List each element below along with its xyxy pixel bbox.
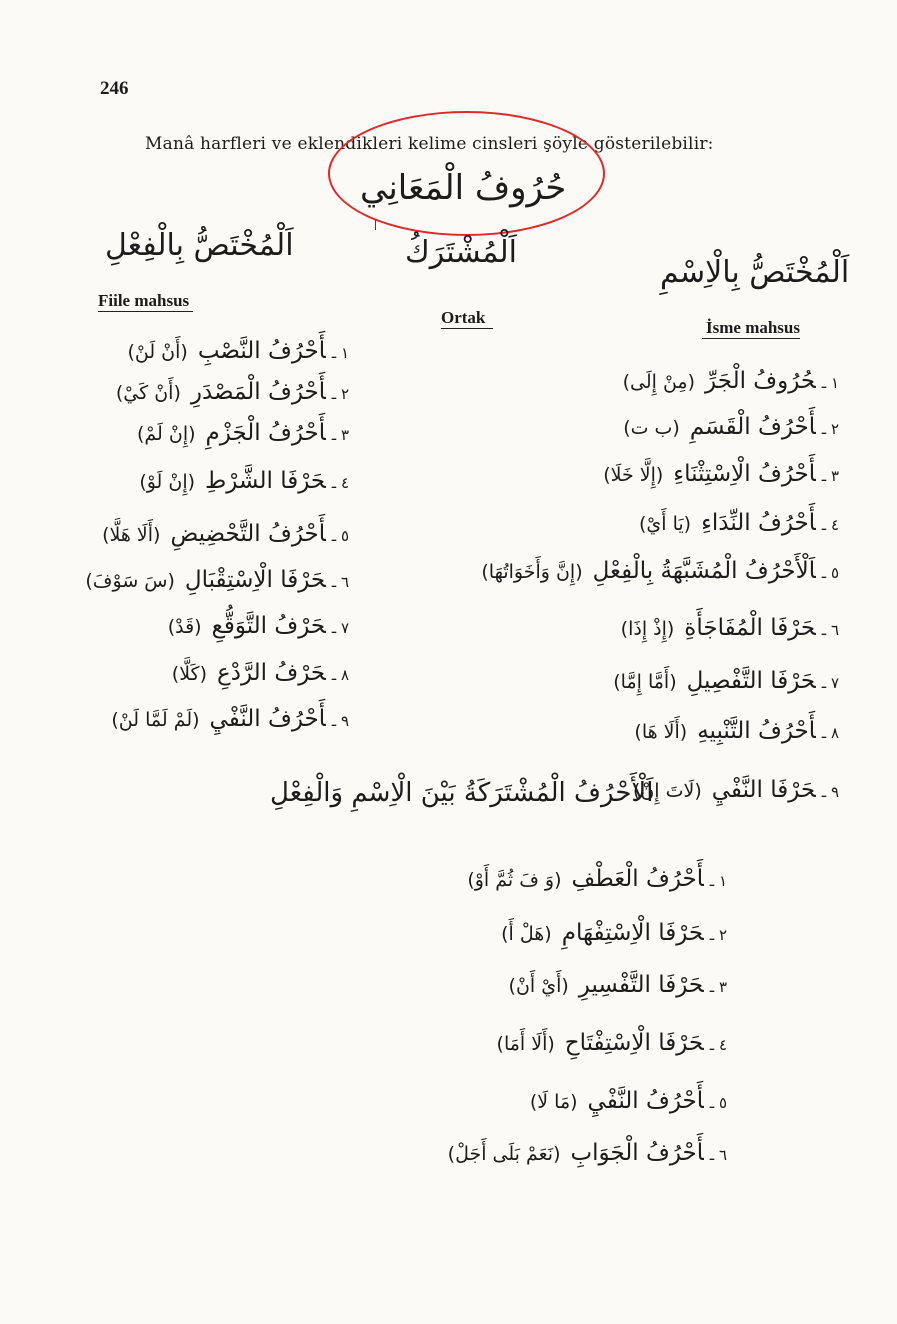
column-title-isim: اَلْمُخْتَصُّ بِالْاِسْمِ	[660, 255, 850, 290]
item-number: ٤ ـ	[821, 516, 839, 534]
item-example: (أَلَا هَلَّا)	[102, 524, 161, 546]
item-name: حَرْفَا التَّفْسِيرِ	[578, 972, 704, 998]
isim-item	[633, 777, 839, 803]
item-example: (سَ سَوْفَ)	[85, 570, 175, 592]
fiil-item	[111, 706, 349, 732]
label-isim: İsme mahsus	[702, 318, 800, 339]
item-example: (هَلْ أَ)	[501, 923, 552, 945]
margin-mark	[375, 220, 382, 230]
main-title: حُرُوفُ الْمَعَانِي	[360, 168, 567, 208]
item-number: ٦ ـ	[331, 573, 349, 591]
item-number: ٥ ـ	[709, 1094, 727, 1112]
item-name: حَرْفَا الشَّرْطِ	[205, 468, 326, 494]
label-fiil: Fiile mahsus	[98, 291, 193, 312]
item-name: حَرْفَا الْاِسْتِفْهَامِ	[561, 920, 704, 946]
item-example: (إِذْ إِذَا)	[620, 618, 675, 640]
item-number: ١ ـ	[709, 872, 727, 890]
item-number: ٨ ـ	[331, 666, 349, 684]
item-example: (قَدْ)	[167, 616, 202, 638]
item-number: ٤ ـ	[709, 1036, 727, 1054]
item-number: ٦ ـ	[709, 1146, 727, 1164]
item-name: أَحْرُفُ الْقَسَمِ	[689, 414, 816, 440]
item-example: (إِنْ لَوْ)	[139, 471, 196, 493]
item-example: (لَاتَ إِنْ)	[632, 780, 702, 802]
column-title-fiil: اَلْمُخْتَصُّ بِالْفِعْلِ	[105, 228, 294, 263]
isim-item	[621, 615, 839, 641]
item-number: ٥ ـ	[331, 527, 349, 545]
item-name: حَرْفَا الْاِسْتِقْبَالِ	[184, 567, 326, 593]
item-example: (نَعَمْ بَلَى أَجَلْ)	[447, 1143, 561, 1165]
item-name: أَحْرُفُ النَّصْبِ	[197, 338, 326, 364]
isim-item	[623, 414, 839, 440]
item-name: أَحْرُفُ الْعَطْفِ	[571, 866, 704, 892]
item-number: ٨ ـ	[821, 724, 839, 742]
item-example: (إِلَّا خَلَا)	[603, 464, 664, 486]
isim-item	[634, 718, 839, 744]
item-number: ٣ ـ	[821, 467, 839, 485]
item-number: ٩ ـ	[821, 783, 839, 801]
item-example: (لَمْ لَمَّا لَنْ)	[111, 709, 200, 731]
isim-item	[639, 510, 839, 536]
fiil-item	[139, 468, 349, 494]
item-example: (أَنْ كَيْ)	[115, 382, 181, 404]
shared-item	[497, 1030, 727, 1056]
item-example: (إِنَّ وَأَخَوَاتُهَا)	[481, 561, 583, 583]
bottom-title: اَلْأَحْرُفُ الْمُشْتَرَكَةُ بَيْنَ الْاِسْمِ وَالْفِعْلِ	[270, 778, 654, 808]
item-example: (أَمَّا إِمَّا)	[613, 671, 677, 693]
item-name: حَرْفُ الرَّدْعِ	[217, 660, 326, 686]
item-name: أَحْرُفُ الْاِسْتِثْنَاءِ	[673, 461, 816, 487]
fiil-item	[172, 660, 349, 686]
shared-item	[501, 920, 727, 946]
item-name: حَرْفُ التَّوَقُّعِ	[211, 613, 326, 639]
item-example: (أَلَا هَا)	[634, 721, 688, 743]
item-name: أَحْرُفُ التَّحْضِيضِ	[170, 521, 326, 547]
item-name: حَرْفَا الْاِسْتِفْتَاحِ	[564, 1030, 704, 1056]
intro-text: Manâ harfleri ve eklendikleri kelime cinsleri şöyle gösterilebilir:	[145, 134, 714, 154]
item-number: ١ ـ	[821, 374, 839, 392]
item-name: اَلْأَحْرُفُ الْمُشَبَّهَةُ بِالْفِعْلِ	[592, 558, 816, 584]
item-number: ٧ ـ	[331, 619, 349, 637]
fiil-item	[102, 521, 349, 547]
item-example: (ب ت)	[623, 417, 680, 439]
item-name: حَرْفَا النَّفْيِ	[711, 777, 816, 803]
item-number: ٦ ـ	[821, 621, 839, 639]
label-ortak: Ortak	[441, 308, 493, 329]
item-name: أَحْرُفُ النَّفْيِ	[587, 1088, 704, 1114]
item-name: حَرْفَا الْمُفَاجَأَةِ	[684, 615, 816, 641]
item-number: ١ ـ	[331, 344, 349, 362]
isim-item	[603, 461, 839, 487]
item-example: (مِنْ إِلَى)	[622, 371, 696, 393]
item-example: (إِنْ لَمْ)	[136, 423, 196, 445]
item-name: أَحْرُفُ النَّفْيِ	[209, 706, 326, 732]
item-number: ٢ ـ	[331, 385, 349, 403]
item-example: (يَا أَيْ)	[638, 513, 692, 535]
item-number: ٥ ـ	[821, 564, 839, 582]
shared-item	[467, 866, 727, 892]
isim-item	[481, 558, 839, 584]
item-name: حَرْفَا التَّفْصِيلِ	[686, 668, 816, 694]
fiil-item	[137, 420, 349, 446]
fiil-item	[85, 567, 349, 593]
item-example: (كَلَّا)	[171, 663, 208, 685]
item-number: ٣ ـ	[709, 978, 727, 996]
item-example: (أَنْ لَنْ)	[127, 341, 188, 363]
item-name: أَحْرُفُ الْجَزْمِ	[205, 420, 326, 446]
isim-item	[623, 368, 839, 394]
fiil-item	[168, 613, 349, 639]
item-name: أَحْرُفُ التَّنْبِيهِ	[697, 718, 816, 744]
item-number: ٢ ـ	[821, 420, 839, 438]
shared-item	[530, 1088, 727, 1114]
item-number: ٢ ـ	[709, 926, 727, 944]
shared-item	[509, 972, 727, 998]
page-number: 246	[100, 78, 129, 99]
item-number: ٧ ـ	[821, 674, 839, 692]
fiil-item	[127, 338, 349, 364]
item-number: ٩ ـ	[331, 712, 349, 730]
item-number: ٤ ـ	[331, 474, 349, 492]
item-name: أَحْرُفُ الْمَصْدَرِ	[190, 379, 326, 405]
isim-item	[613, 668, 839, 694]
item-example: (أَيْ أَنْ)	[508, 975, 569, 997]
fiil-item	[116, 379, 349, 405]
item-name: أَحْرُفُ الْجَوَابِ	[570, 1140, 704, 1166]
item-number: ٣ ـ	[331, 426, 349, 444]
shared-item	[448, 1140, 727, 1166]
item-example: (أَلَا أَمَا)	[496, 1033, 555, 1055]
item-name: حُرُوفُ الْجَرِّ	[705, 368, 816, 394]
item-example: (مَا لَا)	[529, 1091, 578, 1113]
item-name: أَحْرُفُ النِّدَاءِ	[701, 510, 816, 536]
column-title-ortak: اَلْمُشْتَرَكُ	[405, 235, 517, 270]
item-example: (وَ فَ ثُمَّ أَوْ)	[467, 869, 562, 891]
